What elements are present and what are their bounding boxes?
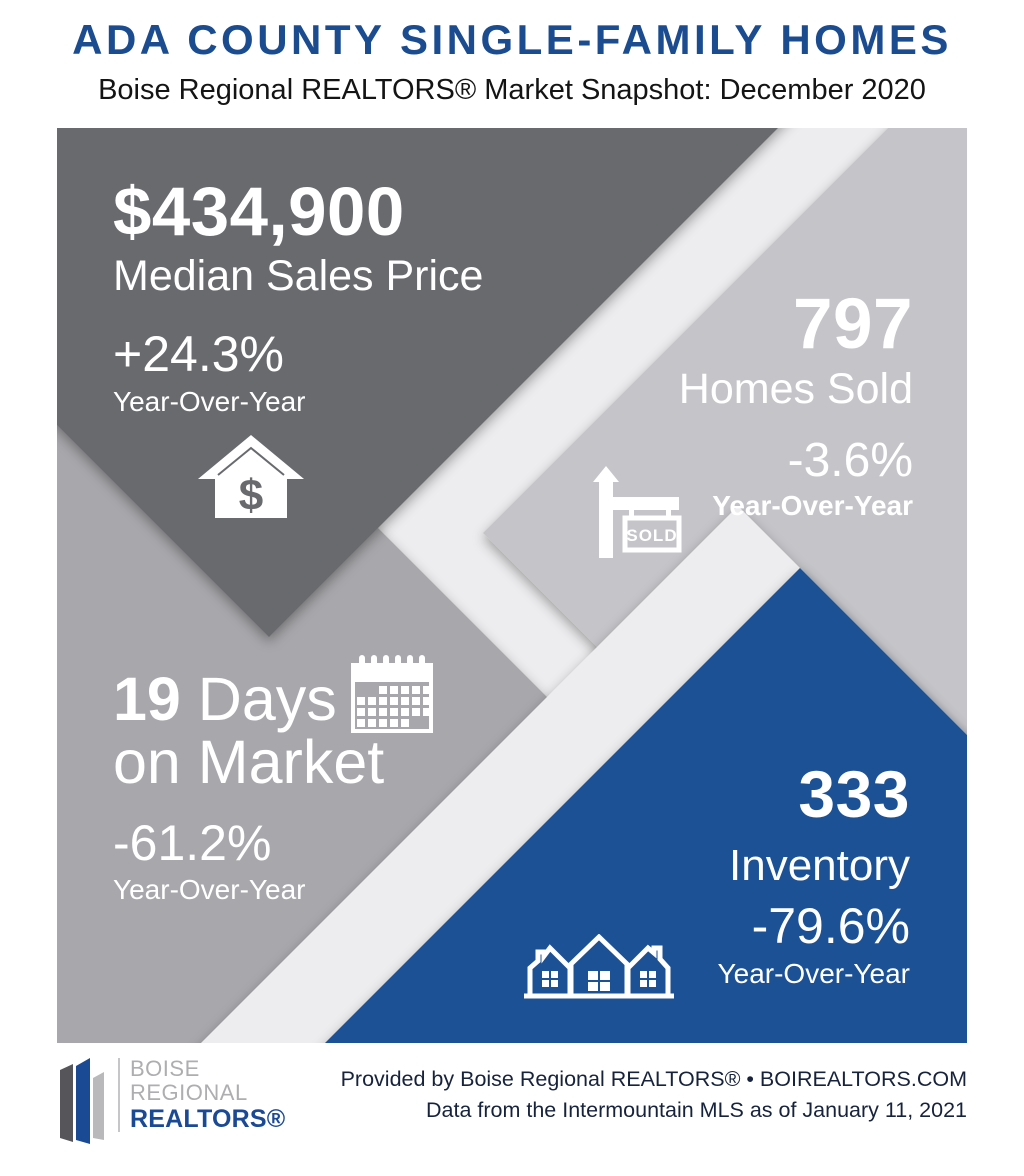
days-on-market-value: 19: [113, 665, 181, 733]
page-title: ADA COUNTY SINGLE-FAMILY HOMES: [72, 16, 952, 63]
median-price-value: $434,900: [113, 173, 405, 250]
footer-attribution: [341, 1064, 967, 1125]
homes-sold-yoy: Year-Over-Year: [712, 490, 913, 522]
houses-icon: [524, 934, 674, 1002]
inventory-change: -79.6%: [751, 898, 910, 955]
inventory-yoy: Year-Over-Year: [717, 958, 910, 990]
homes-sold-change: -3.6%: [787, 433, 913, 487]
market-snapshot-graphic: [57, 128, 967, 1043]
page-subtitle: Boise Regional REALTORS® Market Snapshot: December 2020: [98, 74, 926, 106]
stat-inventory: [717, 757, 910, 990]
logo-line-regional: REGIONAL: [130, 1080, 248, 1105]
footer-provided-by: Provided by Boise Regional REALTORS® • BOIREALTORS.COM: [340, 1067, 967, 1091]
inventory-label: Inventory: [729, 840, 910, 890]
days-on-market-line1: [113, 665, 384, 733]
days-on-market-unit: Days: [180, 665, 337, 733]
days-on-market-change: -61.2%: [113, 814, 272, 871]
sold-sign-text: SOLD: [626, 526, 678, 545]
house-dollar-icon: [196, 434, 306, 518]
calendar-day-grid: [357, 686, 429, 727]
days-on-market-line2: on Market: [113, 728, 385, 797]
boise-regional-realtors-logo: [60, 1058, 285, 1146]
days-on-market-yoy: Year-Over-Year: [113, 873, 306, 905]
homes-sold-label: Homes Sold: [678, 364, 913, 413]
logo-text: [118, 1058, 285, 1132]
inventory-value: 333: [798, 757, 910, 831]
logo-line-boise: BOISE: [130, 1056, 200, 1081]
median-price-label: Median Sales Price: [113, 251, 484, 300]
logo-line-realtors: REALTORS®: [130, 1105, 286, 1133]
homes-sold-value: 797: [793, 285, 913, 364]
median-price-yoy: Year-Over-Year: [113, 386, 306, 418]
house-dollar-glyph: $: [238, 471, 264, 518]
footer-data-note: Data from the Intermountain MLS as of January 11, 2021: [426, 1097, 967, 1122]
logo-bars-icon: [60, 1058, 108, 1146]
stat-days-on-market: [113, 665, 385, 905]
median-price-change: +24.3%: [113, 326, 284, 383]
stat-median-sales-price: [113, 173, 484, 418]
calendar-icon: [351, 655, 433, 733]
stat-homes-sold: [678, 285, 913, 522]
sold-sign-icon: [591, 464, 683, 558]
